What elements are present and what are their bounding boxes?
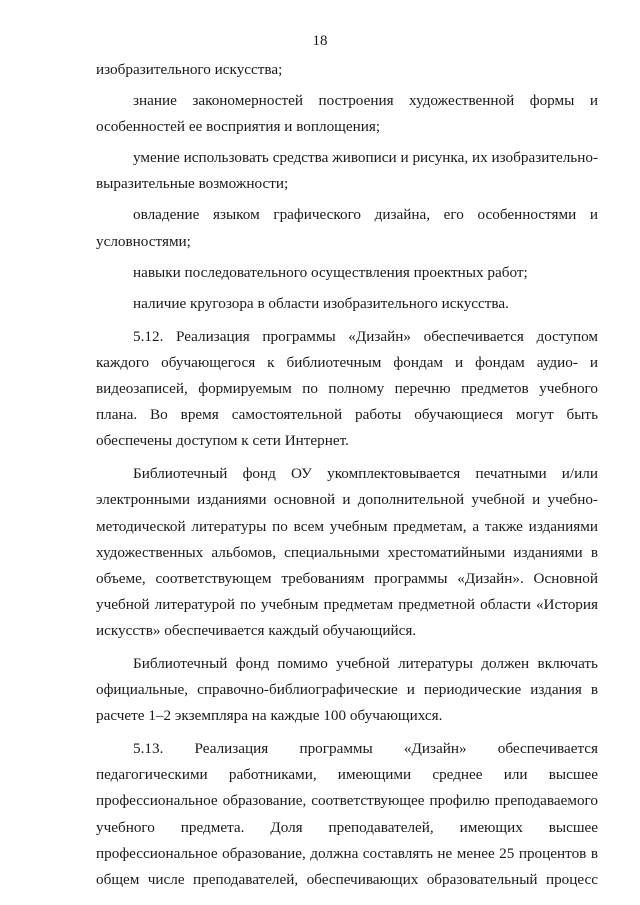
paragraph-library-fund-periodicals: Библиотечный фонд помимо учебной литературы должен включать официальные, справочно-библиографические и периодические издания в расчете 1–2 экземпляра на каждые 100 обучающихся. [96,654,598,725]
list-item-graphic-design: овладение языком графического дизайна, его особенностями и условностями; [96,206,598,250]
section-5-13: 5.13. Реализация программы «Дизайн» обеспечивается педагогическими работниками, имеющими среднее или высшее профессиональное образование, соответствующее профилю преподаваемого учебного предмета. Доля преподавателей, имеющих высшее профессиональное образование, должна составлять не менее 25 процентов в общем числе преподавателей, обеспечивающих образовательный процесс [96,740,598,888]
paragraph-library-fund: Библиотечный фонд ОУ укомплектовывается печатными и/или электронными изданиями основной и дополнительной учебной и учебно-методической литературы по всем учебным предметам, а также изданиями художественных альбомов, специальными хрестоматийными изданиями в объеме, соответствующем требованиям программы «Дизайн». Основной учебной литературой по учебным предметам предметной области «История искусств» обеспечивается каждый обучающийся. [96,465,598,639]
section-5-12: 5.12. Реализация программы «Дизайн» обеспечивается доступом каждого обучающегося к библиотечным фондам и фондам аудио- и видеозаписей, формируемым по полному перечню предметов учебного плана. Во время самостоятельной работы обучающиеся могут быть обеспечены доступом к сети Интернет. [96,327,598,450]
list-item-project-work: навыки последовательного осуществления проектных работ; [133,263,528,281]
list-item-outlook: наличие кругозора в области изобразительного искусства. [133,294,509,312]
page-body [96,57,598,893]
list-item-knowledge: знание закономерностей построения художественной формы и особенностей ее восприятия и воплощения; [96,92,598,136]
page-number: 18 [312,33,328,49]
paragraph-continuation: изобразительного искусства; [96,61,283,78]
list-item-skill: умение использовать средства живописи и рисунка, их изобразительно-выразительные возможности; [96,149,598,193]
